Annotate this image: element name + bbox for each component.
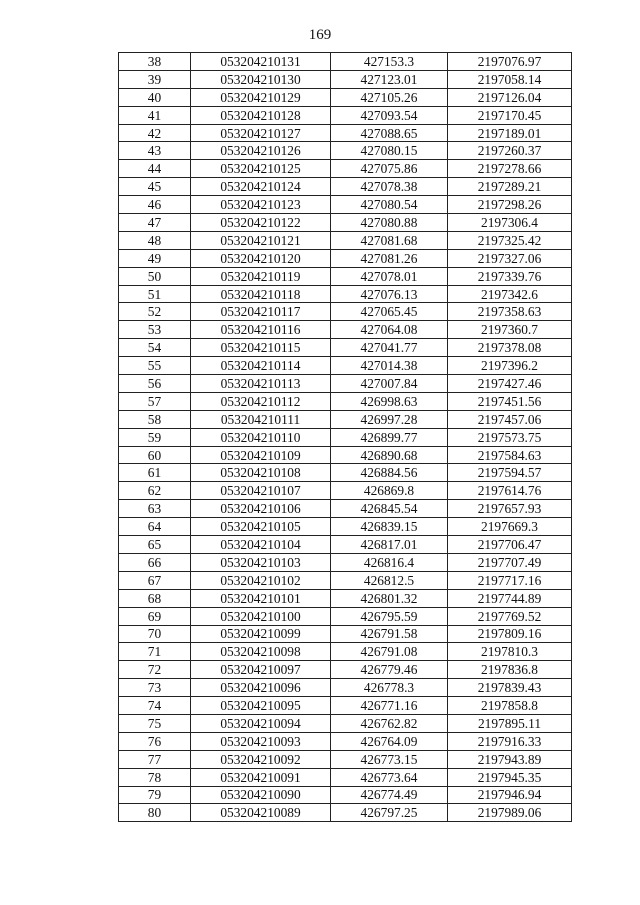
row-number-cell: 59 bbox=[119, 428, 191, 446]
y-coordinate-cell: 2197298.26 bbox=[448, 196, 572, 214]
x-coordinate-cell: 426773.15 bbox=[331, 750, 448, 768]
parcel-id-cell: 053204210101 bbox=[191, 589, 331, 607]
parcel-id-cell: 053204210098 bbox=[191, 643, 331, 661]
y-coordinate-cell: 2197916.33 bbox=[448, 732, 572, 750]
row-number-cell: 70 bbox=[119, 625, 191, 643]
x-coordinate-cell: 426797.25 bbox=[331, 804, 448, 822]
x-coordinate-cell: 427123.01 bbox=[331, 70, 448, 88]
x-coordinate-cell: 427078.01 bbox=[331, 267, 448, 285]
parcel-id-cell: 053204210110 bbox=[191, 428, 331, 446]
parcel-id-cell: 053204210115 bbox=[191, 339, 331, 357]
x-coordinate-cell: 426899.77 bbox=[331, 428, 448, 446]
table-row bbox=[119, 214, 572, 232]
x-coordinate-cell: 426890.68 bbox=[331, 446, 448, 464]
row-number-cell: 50 bbox=[119, 267, 191, 285]
row-number-cell: 39 bbox=[119, 70, 191, 88]
y-coordinate-cell: 2197810.3 bbox=[448, 643, 572, 661]
x-coordinate-cell: 427080.88 bbox=[331, 214, 448, 232]
y-coordinate-cell: 2197584.63 bbox=[448, 446, 572, 464]
coordinate-table bbox=[118, 52, 572, 822]
table-row bbox=[119, 106, 572, 124]
parcel-id-cell: 053204210102 bbox=[191, 571, 331, 589]
table-row bbox=[119, 625, 572, 643]
parcel-id-cell: 053204210104 bbox=[191, 536, 331, 554]
y-coordinate-cell: 2197669.3 bbox=[448, 518, 572, 536]
parcel-id-cell: 053204210097 bbox=[191, 661, 331, 679]
table-row bbox=[119, 88, 572, 106]
x-coordinate-cell: 427064.08 bbox=[331, 321, 448, 339]
row-number-cell: 61 bbox=[119, 464, 191, 482]
row-number-cell: 65 bbox=[119, 536, 191, 554]
row-number-cell: 43 bbox=[119, 142, 191, 160]
table-row bbox=[119, 160, 572, 178]
table-row bbox=[119, 303, 572, 321]
parcel-id-cell: 053204210123 bbox=[191, 196, 331, 214]
y-coordinate-cell: 2197895.11 bbox=[448, 714, 572, 732]
parcel-id-cell: 053204210125 bbox=[191, 160, 331, 178]
x-coordinate-cell: 427081.26 bbox=[331, 249, 448, 267]
page-number: 169 bbox=[308, 27, 332, 43]
row-number-cell: 73 bbox=[119, 679, 191, 697]
x-coordinate-cell: 427041.77 bbox=[331, 339, 448, 357]
parcel-id-cell: 053204210105 bbox=[191, 518, 331, 536]
table-row bbox=[119, 482, 572, 500]
x-coordinate-cell: 427014.38 bbox=[331, 357, 448, 375]
y-coordinate-cell: 2197717.16 bbox=[448, 571, 572, 589]
table-row bbox=[119, 249, 572, 267]
x-coordinate-cell: 427078.38 bbox=[331, 178, 448, 196]
table-row bbox=[119, 53, 572, 71]
row-number-cell: 80 bbox=[119, 804, 191, 822]
parcel-id-cell: 053204210124 bbox=[191, 178, 331, 196]
x-coordinate-cell: 426839.15 bbox=[331, 518, 448, 536]
parcel-id-cell: 053204210116 bbox=[191, 321, 331, 339]
parcel-id-cell: 053204210121 bbox=[191, 231, 331, 249]
x-coordinate-cell: 426869.8 bbox=[331, 482, 448, 500]
parcel-id-cell: 053204210092 bbox=[191, 750, 331, 768]
table-row bbox=[119, 500, 572, 518]
y-coordinate-cell: 2197170.45 bbox=[448, 106, 572, 124]
table-row bbox=[119, 589, 572, 607]
y-coordinate-cell: 2197325.42 bbox=[448, 231, 572, 249]
x-coordinate-cell: 427065.45 bbox=[331, 303, 448, 321]
parcel-id-cell: 053204210103 bbox=[191, 553, 331, 571]
y-coordinate-cell: 2197076.97 bbox=[448, 53, 572, 71]
parcel-id-cell: 053204210089 bbox=[191, 804, 331, 822]
x-coordinate-cell: 427076.13 bbox=[331, 285, 448, 303]
x-coordinate-cell: 426816.4 bbox=[331, 553, 448, 571]
row-number-cell: 66 bbox=[119, 553, 191, 571]
parcel-id-cell: 053204210108 bbox=[191, 464, 331, 482]
parcel-id-cell: 053204210109 bbox=[191, 446, 331, 464]
row-number-cell: 67 bbox=[119, 571, 191, 589]
table-row bbox=[119, 804, 572, 822]
table-row bbox=[119, 70, 572, 88]
parcel-id-cell: 053204210114 bbox=[191, 357, 331, 375]
table-row bbox=[119, 786, 572, 804]
table-row bbox=[119, 231, 572, 249]
row-number-cell: 46 bbox=[119, 196, 191, 214]
x-coordinate-cell: 426845.54 bbox=[331, 500, 448, 518]
table-row bbox=[119, 124, 572, 142]
table-row bbox=[119, 428, 572, 446]
parcel-id-cell: 053204210100 bbox=[191, 607, 331, 625]
y-coordinate-cell: 2197839.43 bbox=[448, 679, 572, 697]
y-coordinate-cell: 2197306.4 bbox=[448, 214, 572, 232]
row-number-cell: 79 bbox=[119, 786, 191, 804]
table-row bbox=[119, 410, 572, 428]
parcel-id-cell: 053204210106 bbox=[191, 500, 331, 518]
parcel-id-cell: 053204210091 bbox=[191, 768, 331, 786]
parcel-id-cell: 053204210122 bbox=[191, 214, 331, 232]
table-row bbox=[119, 339, 572, 357]
x-coordinate-cell: 426998.63 bbox=[331, 392, 448, 410]
row-number-cell: 72 bbox=[119, 661, 191, 679]
x-coordinate-cell: 426817.01 bbox=[331, 536, 448, 554]
parcel-id-cell: 053204210118 bbox=[191, 285, 331, 303]
table-row bbox=[119, 536, 572, 554]
x-coordinate-cell: 427007.84 bbox=[331, 375, 448, 393]
parcel-id-cell: 053204210094 bbox=[191, 714, 331, 732]
table-row bbox=[119, 750, 572, 768]
y-coordinate-cell: 2197396.2 bbox=[448, 357, 572, 375]
parcel-id-cell: 053204210120 bbox=[191, 249, 331, 267]
x-coordinate-cell: 427075.86 bbox=[331, 160, 448, 178]
table-row bbox=[119, 518, 572, 536]
y-coordinate-cell: 2197594.57 bbox=[448, 464, 572, 482]
coordinate-table-body bbox=[119, 53, 572, 822]
table-row bbox=[119, 321, 572, 339]
row-number-cell: 77 bbox=[119, 750, 191, 768]
x-coordinate-cell: 426779.46 bbox=[331, 661, 448, 679]
table-row bbox=[119, 661, 572, 679]
table-row bbox=[119, 571, 572, 589]
y-coordinate-cell: 2197342.6 bbox=[448, 285, 572, 303]
y-coordinate-cell: 2197706.47 bbox=[448, 536, 572, 554]
parcel-id-cell: 053204210112 bbox=[191, 392, 331, 410]
y-coordinate-cell: 2197769.52 bbox=[448, 607, 572, 625]
parcel-id-cell: 053204210128 bbox=[191, 106, 331, 124]
x-coordinate-cell: 427153.3 bbox=[331, 53, 448, 71]
x-coordinate-cell: 426884.56 bbox=[331, 464, 448, 482]
y-coordinate-cell: 2197858.8 bbox=[448, 697, 572, 715]
y-coordinate-cell: 2197657.93 bbox=[448, 500, 572, 518]
row-number-cell: 51 bbox=[119, 285, 191, 303]
parcel-id-cell: 053204210113 bbox=[191, 375, 331, 393]
x-coordinate-cell: 426762.82 bbox=[331, 714, 448, 732]
y-coordinate-cell: 2197278.66 bbox=[448, 160, 572, 178]
y-coordinate-cell: 2197943.89 bbox=[448, 750, 572, 768]
y-coordinate-cell: 2197946.94 bbox=[448, 786, 572, 804]
row-number-cell: 62 bbox=[119, 482, 191, 500]
row-number-cell: 53 bbox=[119, 321, 191, 339]
y-coordinate-cell: 2197809.16 bbox=[448, 625, 572, 643]
parcel-id-cell: 053204210096 bbox=[191, 679, 331, 697]
x-coordinate-cell: 427081.68 bbox=[331, 231, 448, 249]
row-number-cell: 69 bbox=[119, 607, 191, 625]
parcel-id-cell: 053204210130 bbox=[191, 70, 331, 88]
y-coordinate-cell: 2197360.7 bbox=[448, 321, 572, 339]
x-coordinate-cell: 426774.49 bbox=[331, 786, 448, 804]
table-row bbox=[119, 375, 572, 393]
row-number-cell: 58 bbox=[119, 410, 191, 428]
parcel-id-cell: 053204210127 bbox=[191, 124, 331, 142]
y-coordinate-cell: 2197836.8 bbox=[448, 661, 572, 679]
row-number-cell: 76 bbox=[119, 732, 191, 750]
row-number-cell: 52 bbox=[119, 303, 191, 321]
table-row bbox=[119, 553, 572, 571]
y-coordinate-cell: 2197358.63 bbox=[448, 303, 572, 321]
table-row bbox=[119, 768, 572, 786]
parcel-id-cell: 053204210107 bbox=[191, 482, 331, 500]
row-number-cell: 56 bbox=[119, 375, 191, 393]
row-number-cell: 49 bbox=[119, 249, 191, 267]
y-coordinate-cell: 2197327.06 bbox=[448, 249, 572, 267]
parcel-id-cell: 053204210117 bbox=[191, 303, 331, 321]
table-row bbox=[119, 196, 572, 214]
table-row bbox=[119, 679, 572, 697]
row-number-cell: 74 bbox=[119, 697, 191, 715]
row-number-cell: 40 bbox=[119, 88, 191, 106]
x-coordinate-cell: 427105.26 bbox=[331, 88, 448, 106]
row-number-cell: 44 bbox=[119, 160, 191, 178]
table-row bbox=[119, 697, 572, 715]
parcel-id-cell: 053204210126 bbox=[191, 142, 331, 160]
row-number-cell: 78 bbox=[119, 768, 191, 786]
parcel-id-cell: 053204210095 bbox=[191, 697, 331, 715]
y-coordinate-cell: 2197126.04 bbox=[448, 88, 572, 106]
table-row bbox=[119, 142, 572, 160]
table-row bbox=[119, 732, 572, 750]
row-number-cell: 38 bbox=[119, 53, 191, 71]
x-coordinate-cell: 426795.59 bbox=[331, 607, 448, 625]
x-coordinate-cell: 426778.3 bbox=[331, 679, 448, 697]
x-coordinate-cell: 426791.58 bbox=[331, 625, 448, 643]
row-number-cell: 64 bbox=[119, 518, 191, 536]
table-row bbox=[119, 392, 572, 410]
table-row bbox=[119, 267, 572, 285]
parcel-id-cell: 053204210090 bbox=[191, 786, 331, 804]
table-row bbox=[119, 357, 572, 375]
x-coordinate-cell: 426801.32 bbox=[331, 589, 448, 607]
y-coordinate-cell: 2197451.56 bbox=[448, 392, 572, 410]
parcel-id-cell: 053204210111 bbox=[191, 410, 331, 428]
y-coordinate-cell: 2197989.06 bbox=[448, 804, 572, 822]
y-coordinate-cell: 2197573.75 bbox=[448, 428, 572, 446]
x-coordinate-cell: 426791.08 bbox=[331, 643, 448, 661]
y-coordinate-cell: 2197457.06 bbox=[448, 410, 572, 428]
y-coordinate-cell: 2197744.89 bbox=[448, 589, 572, 607]
table-row bbox=[119, 464, 572, 482]
row-number-cell: 60 bbox=[119, 446, 191, 464]
table-row bbox=[119, 643, 572, 661]
y-coordinate-cell: 2197260.37 bbox=[448, 142, 572, 160]
y-coordinate-cell: 2197289.21 bbox=[448, 178, 572, 196]
x-coordinate-cell: 426997.28 bbox=[331, 410, 448, 428]
row-number-cell: 68 bbox=[119, 589, 191, 607]
table-row bbox=[119, 607, 572, 625]
parcel-id-cell: 053204210099 bbox=[191, 625, 331, 643]
row-number-cell: 48 bbox=[119, 231, 191, 249]
y-coordinate-cell: 2197378.08 bbox=[448, 339, 572, 357]
x-coordinate-cell: 427088.65 bbox=[331, 124, 448, 142]
y-coordinate-cell: 2197945.35 bbox=[448, 768, 572, 786]
x-coordinate-cell: 426764.09 bbox=[331, 732, 448, 750]
y-coordinate-cell: 2197707.49 bbox=[448, 553, 572, 571]
y-coordinate-cell: 2197189.01 bbox=[448, 124, 572, 142]
table-row bbox=[119, 446, 572, 464]
x-coordinate-cell: 426771.16 bbox=[331, 697, 448, 715]
row-number-cell: 45 bbox=[119, 178, 191, 196]
row-number-cell: 57 bbox=[119, 392, 191, 410]
x-coordinate-cell: 427093.54 bbox=[331, 106, 448, 124]
row-number-cell: 42 bbox=[119, 124, 191, 142]
parcel-id-cell: 053204210131 bbox=[191, 53, 331, 71]
table-row bbox=[119, 178, 572, 196]
y-coordinate-cell: 2197614.76 bbox=[448, 482, 572, 500]
row-number-cell: 47 bbox=[119, 214, 191, 232]
table-row bbox=[119, 285, 572, 303]
y-coordinate-cell: 2197427.46 bbox=[448, 375, 572, 393]
table-row bbox=[119, 714, 572, 732]
row-number-cell: 54 bbox=[119, 339, 191, 357]
y-coordinate-cell: 2197339.76 bbox=[448, 267, 572, 285]
x-coordinate-cell: 426812.5 bbox=[331, 571, 448, 589]
x-coordinate-cell: 426773.64 bbox=[331, 768, 448, 786]
row-number-cell: 63 bbox=[119, 500, 191, 518]
x-coordinate-cell: 427080.54 bbox=[331, 196, 448, 214]
row-number-cell: 41 bbox=[119, 106, 191, 124]
x-coordinate-cell: 427080.15 bbox=[331, 142, 448, 160]
row-number-cell: 75 bbox=[119, 714, 191, 732]
parcel-id-cell: 053204210129 bbox=[191, 88, 331, 106]
row-number-cell: 55 bbox=[119, 357, 191, 375]
parcel-id-cell: 053204210093 bbox=[191, 732, 331, 750]
row-number-cell: 71 bbox=[119, 643, 191, 661]
y-coordinate-cell: 2197058.14 bbox=[448, 70, 572, 88]
parcel-id-cell: 053204210119 bbox=[191, 267, 331, 285]
